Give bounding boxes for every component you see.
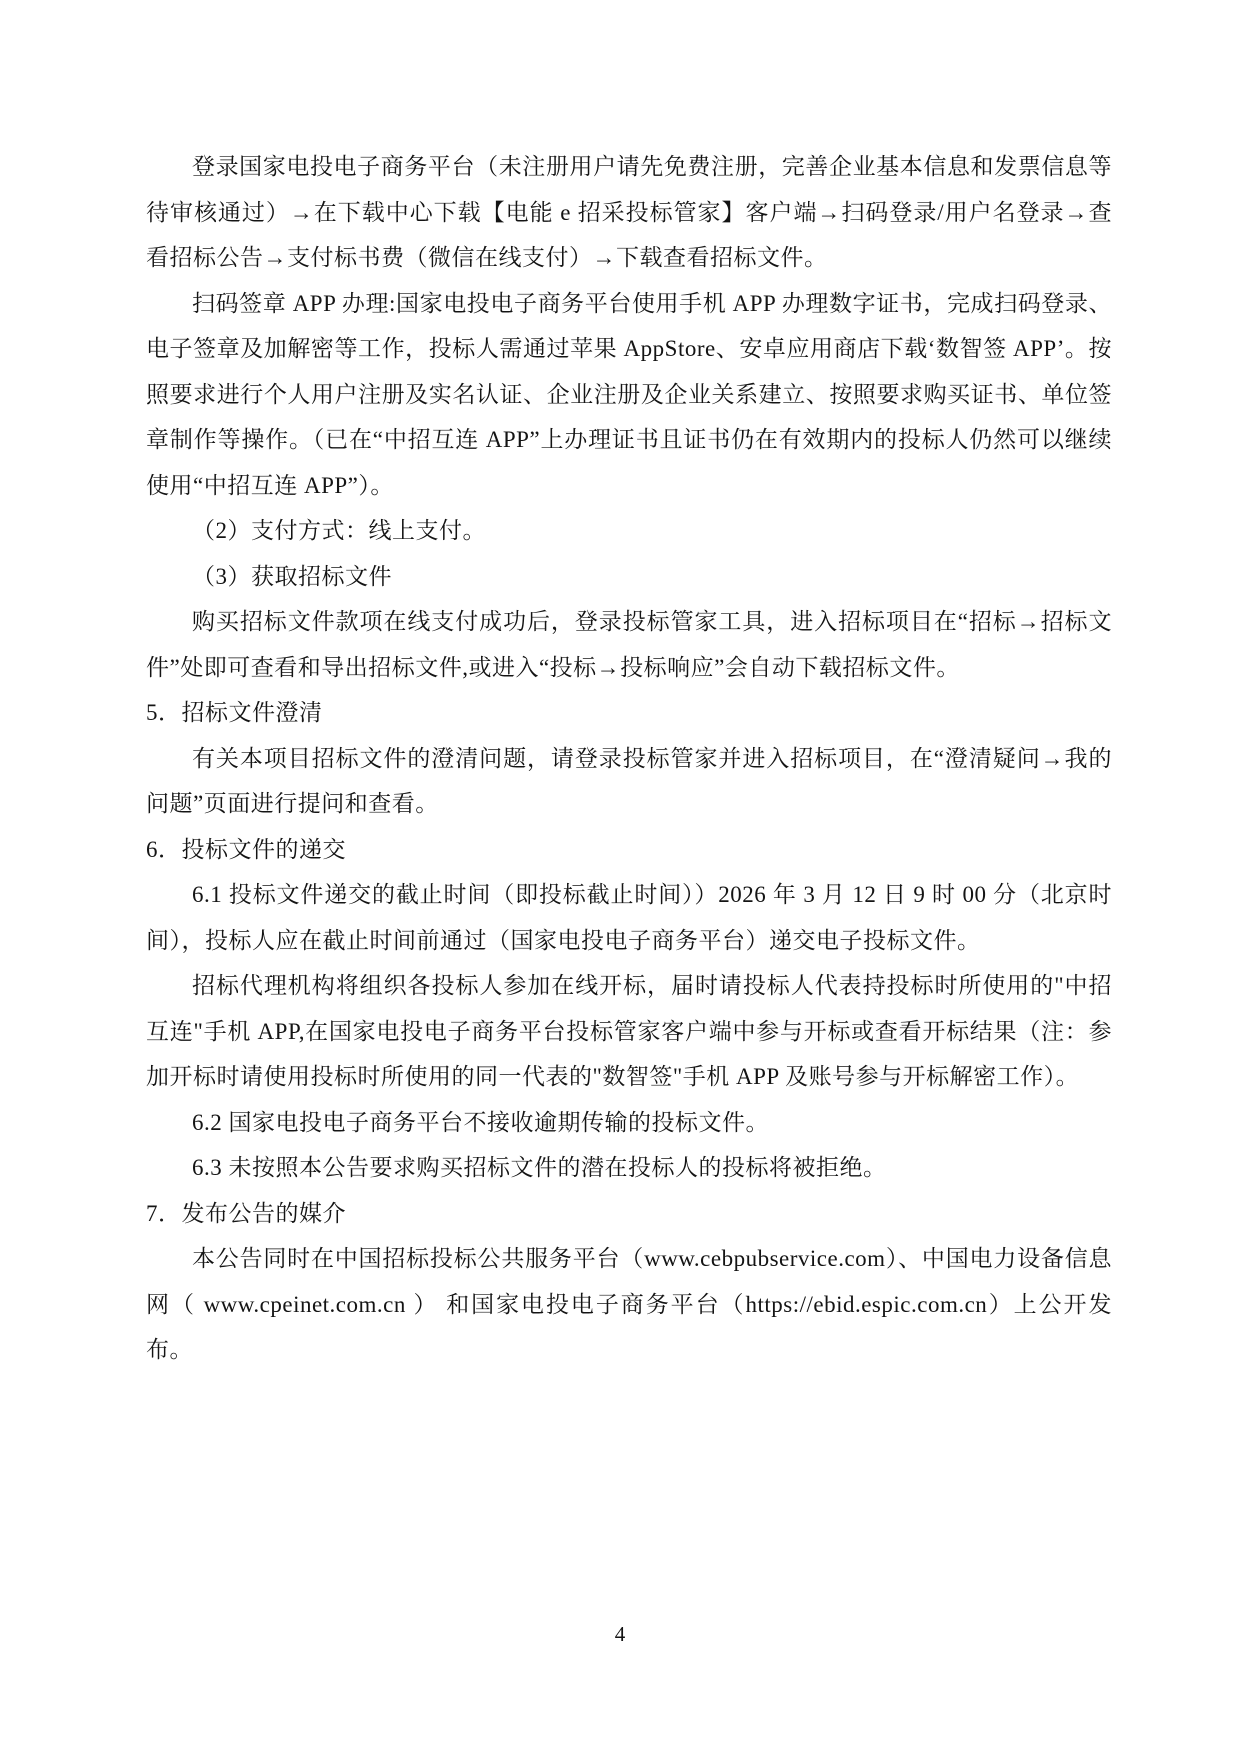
paragraph: 招标代理机构将组织各投标人参加在线开标，届时请投标人代表持投标时所使用的"中招互连"手机 APP,在国家电投电子商务平台投标管家客户端中参与开标或查看开标结果（注：参加开标时请使用投标时所使用的同一代表的"数智签"手机 APP 及账号参与开标解密工作）。	[146, 973, 1112, 1089]
section-heading: 5．招标文件澄清	[146, 700, 323, 725]
page-number: 4	[614, 1622, 626, 1646]
paragraph: 有关本项目招标文件的澄清问题，请登录投标管家并进入招标项目，在“澄清疑问→我的问题”页面进行提问和查看。	[146, 745, 1112, 816]
paragraph: 购买招标文件款项在线支付成功后，登录投标管家工具，进入招标项目在“招标→招标文件”处即可查看和导出招标文件,或进入“投标→投标响应”会自动下载招标文件。	[146, 609, 1112, 680]
paragraph: 登录国家电投电子商务平台（未注册用户请先免费注册，完善企业基本信息和发票信息等待审核通过）→在下载中心下载【电能 e 招采投标管家】客户端→扫码登录/用户名登录→查看招标公告→支付标书费（微信在线支付）→下载查看招标文件。	[146, 154, 1112, 270]
paragraph: 扫码签章 APP 办理:国家电投电子商务平台使用手机 APP 办理数字证书，完成扫码登录、电子签章及加解密等工作，投标人需通过苹果 AppStore、安卓应用商店下载‘数智签 APP’。按照要求进行个人用户注册及实名认证、企业注册及企业关系建立、按照要求购买证书、单位签章制作等操作。（已在“中招互连 APP”上办理证书且证书仍在有效期内的投标人仍然可以继续使用“中招互连 APP”）。	[146, 290, 1112, 498]
paragraph: 6.2 国家电投电子商务平台不接收逾期传输的投标文件。	[192, 1109, 769, 1135]
document-body	[146, 144, 1112, 1373]
paragraph: （2）支付方式：线上支付。	[192, 518, 486, 543]
paragraph: 6.1 投标文件递交的截止时间（即投标截止时间））2026 年 3 月 12 日 9 时 00 分（北京时间），投标人应在截止时间前通过（国家电投电子商务平台）递交电子投标文件。	[146, 882, 1112, 953]
paragraph: 本公告同时在中国招标投标公共服务平台（www.cebpubservice.com）、中国电力设备信息网（ www.cpeinet.com.cn ） 和国家电投电子商务平台（https://ebid.espic.com.cn）上公开发布。	[146, 1246, 1112, 1362]
paragraph: 6.3 未按照本公告要求购买招标文件的潜在投标人的投标将被拒绝。	[192, 1155, 887, 1180]
section-heading: 6．投标文件的递交	[146, 836, 346, 862]
paragraph: （3）获取招标文件	[192, 563, 392, 589]
page-footer	[0, 1622, 1240, 1647]
section-heading: 7．发布公告的媒介	[146, 1200, 346, 1226]
